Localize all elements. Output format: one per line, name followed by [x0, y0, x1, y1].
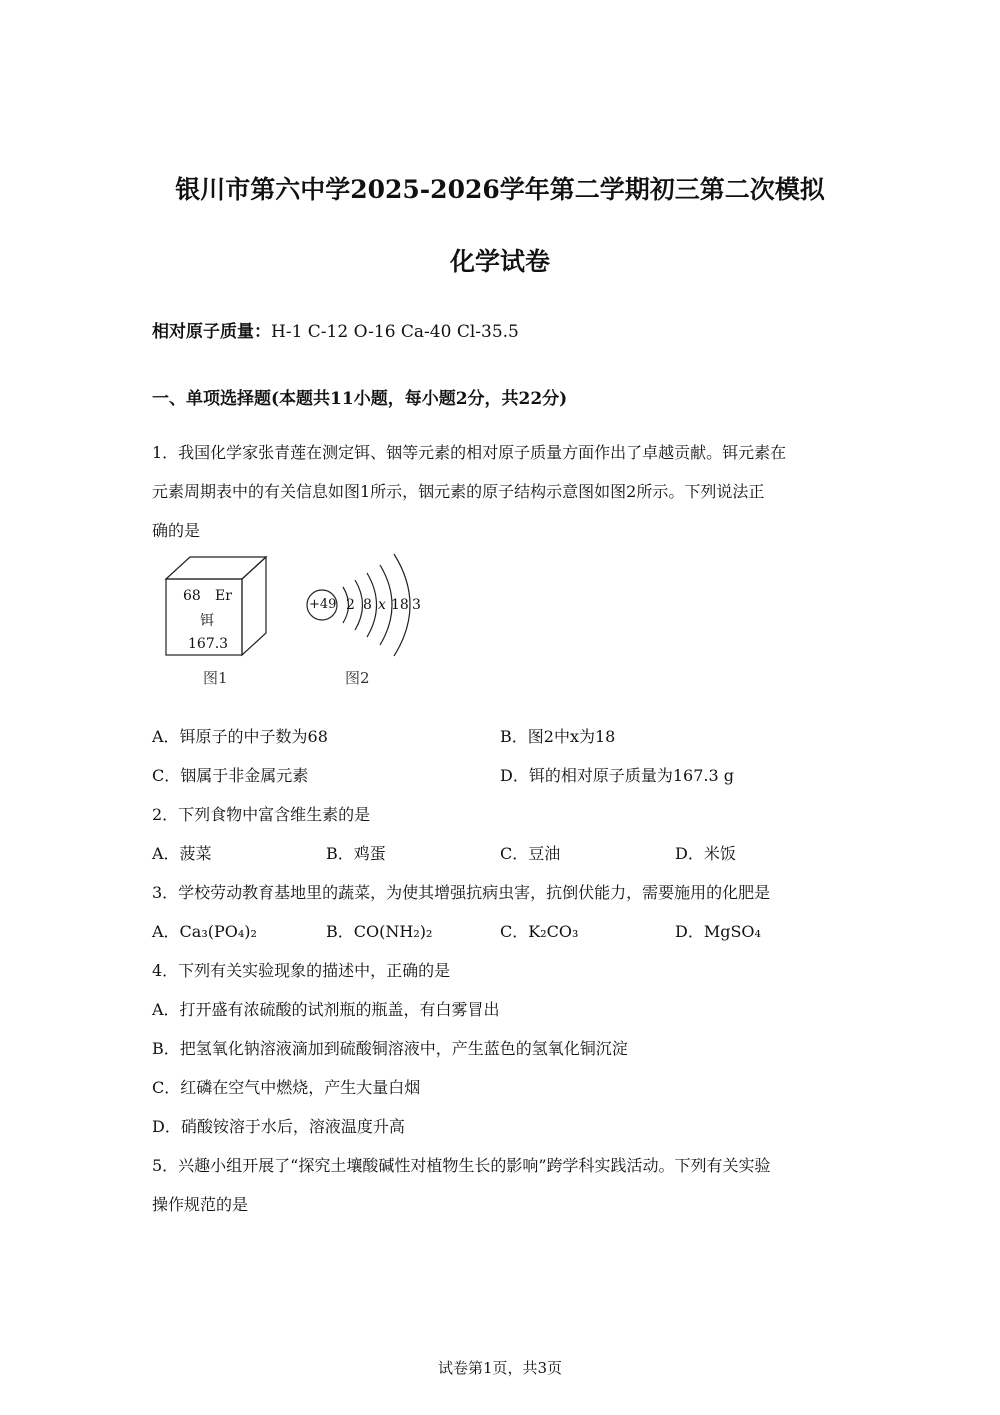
- q1-option-d: D．铒的相对原子质量为167.3 g: [500, 766, 734, 785]
- q1-option-c: C．铟属于非金属元素: [152, 766, 309, 785]
- q3-option-b: B．CO(NH₂)₂: [326, 922, 433, 941]
- q2-option-c: C．豆油: [500, 844, 561, 863]
- fig2-nucleus-charge: +49: [309, 597, 337, 612]
- q4-stem: 4．下列有关实验现象的描述中，正确的是: [152, 961, 451, 980]
- fig1-element-name: 铒: [200, 613, 214, 629]
- fig2-shell-3: x: [378, 597, 386, 613]
- q3-option-d: D．MgSO₄: [675, 922, 761, 941]
- q1-option-b: B．图2中x为18: [500, 727, 616, 746]
- q4-option-a: A．打开盛有浓硫酸的试剂瓶的瓶盖，有白雾冒出: [152, 1000, 500, 1019]
- fig2-shell-4: 18: [391, 597, 409, 613]
- q1-stem-line3: 确的是: [152, 521, 201, 540]
- q4-option-b: B．把氢氧化钠溶液滴加到硫酸铜溶液中，产生蓝色的氢氧化铜沉淀: [152, 1039, 628, 1058]
- section1-heading: 一、单项选择题(本题共11小题，每小题2分，共22分): [152, 389, 568, 409]
- q2-option-a: A．菠菜: [152, 844, 212, 863]
- atomic-mass-label: 相对原子质量：: [152, 322, 271, 342]
- fig1-element-symbol: Er: [215, 588, 232, 604]
- fig1-caption: 图1: [203, 669, 228, 687]
- fig2-shell-5: 3: [412, 597, 421, 613]
- q4-option-d: D．硝酸铵溶于水后，溶液温度升高: [152, 1117, 405, 1136]
- q3-stem: 3．学校劳动教育基地里的蔬菜，为使其增强抗病虫害，抗倒伏能力，需要施用的化肥是: [152, 883, 771, 902]
- q1-option-a: A．铒原子的中子数为68: [152, 727, 328, 746]
- q1-stem-line1: 1．我国化学家张青莲在测定铒、铟等元素的相对原子质量方面作出了卓越贡献。铒元素在: [152, 443, 787, 462]
- q2-option-d: D．米饭: [675, 844, 736, 863]
- q1-stem-line2: 元素周期表中的有关信息如图1所示，铟元素的原子结构示意图如图2所示。下列说法正: [152, 482, 765, 501]
- fig2-shell-1: 2: [346, 597, 355, 613]
- q5-stem-line2: 操作规范的是: [152, 1195, 249, 1214]
- fig1-atomic-number: 68: [183, 588, 201, 604]
- q3-option-a: A．Ca₃(PO₄)₂: [152, 922, 257, 941]
- atomic-mass-line: [152, 317, 519, 342]
- page-footer: 试卷第1页，共3页: [437, 1359, 563, 1377]
- q2-option-b: B．鸡蛋: [326, 844, 386, 863]
- fig2-shell-2: 8: [363, 597, 372, 613]
- exam-title-line1: 银川市第六中学2025-2026学年第二学期初三第二次模拟: [175, 175, 825, 204]
- q2-stem: 2．下列食物中富含维生素的是: [152, 805, 371, 824]
- fig2-caption: 图2: [345, 669, 370, 687]
- q4-option-c: C．红磷在空气中燃烧，产生大量白烟: [152, 1078, 421, 1097]
- exam-title-line2: 化学试卷: [449, 247, 550, 276]
- q3-option-c: C．K₂CO₃: [500, 922, 579, 941]
- atomic-mass-values: H-1 C-12 O-16 Ca-40 Cl-35.5: [271, 322, 519, 342]
- fig1-atomic-mass: 167.3: [188, 636, 229, 652]
- q5-stem-line1: 5．兴趣小组开展了“探究土壤酸碱性对植物生长的影响”跨学科实践活动。下列有关实验: [152, 1156, 771, 1175]
